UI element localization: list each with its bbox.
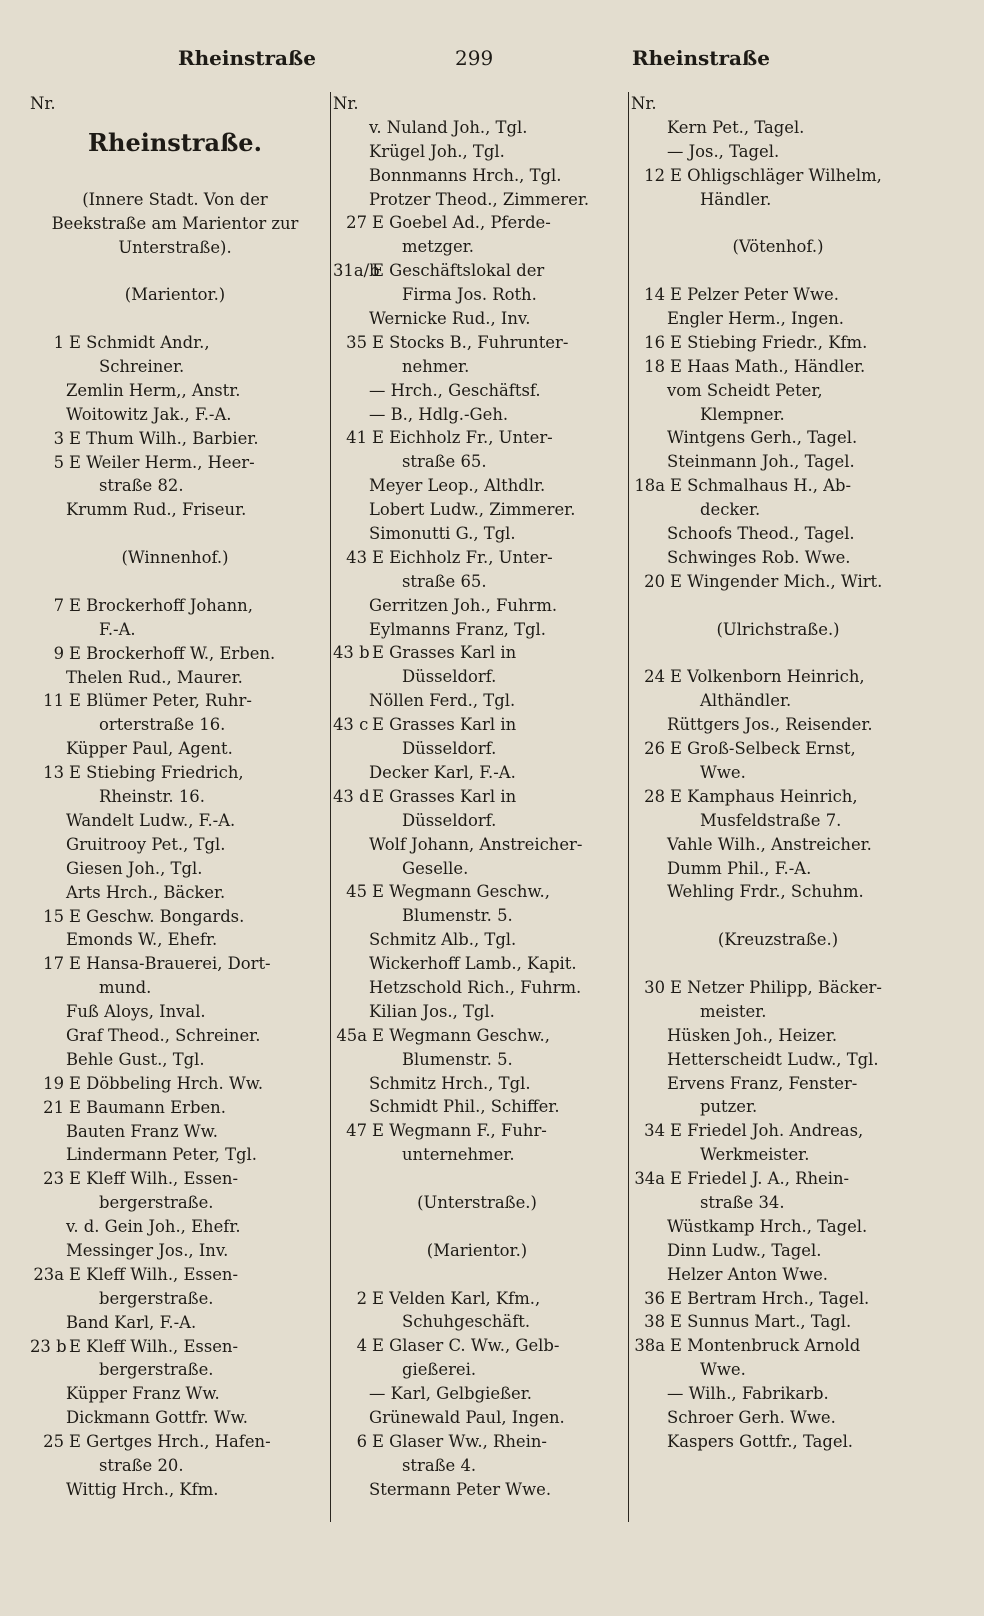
- directory-entry: [30, 1430, 320, 1454]
- entry-text: E Kamphaus Heinrich,: [670, 786, 858, 806]
- house-number: 27: [346, 213, 367, 233]
- resident-entry: Hetzschold Rich., Fuhrm.: [369, 977, 582, 997]
- entry-continuation: Düsseldorf.: [402, 739, 497, 759]
- directory-entry: [333, 641, 621, 665]
- directory-entry: [333, 880, 621, 904]
- house-number: 9: [53, 643, 64, 663]
- entry-text: E Wegmann Geschw.,: [372, 1025, 550, 1045]
- directory-entry: [333, 1334, 621, 1358]
- house-number: 43 b: [333, 643, 370, 663]
- entry-text: E Kleff Wilh., Essen-: [69, 1336, 239, 1356]
- directory-entry: [631, 164, 925, 188]
- spacer: [30, 307, 320, 331]
- house-number: 31a/b: [333, 261, 380, 281]
- resident-entry: Schwinges Rob. Wwe.: [667, 547, 851, 567]
- spacer: [631, 641, 925, 665]
- entry-continuation: Schuhgeschäft.: [402, 1312, 531, 1332]
- house-number: 23: [43, 1169, 64, 1189]
- entry-continuation: Düsseldorf.: [402, 667, 497, 687]
- house-number: 1: [53, 333, 64, 353]
- directory-entry: [30, 952, 320, 976]
- house-number: 13: [43, 763, 64, 783]
- spacer: [333, 1167, 621, 1191]
- house-number: 20: [644, 571, 665, 591]
- directory-entry: [30, 1263, 320, 1287]
- directory-entry: [30, 761, 320, 785]
- spacer: [30, 570, 320, 594]
- house-number: 2: [356, 1288, 367, 1308]
- resident-entry: Wernicke Rud., Inv.: [369, 309, 531, 329]
- entry-text: E Kleff Wilh., Essen-: [69, 1264, 239, 1284]
- resident-entry: — Jos., Tagel.: [667, 141, 780, 161]
- resident-entry: Behle Gust., Tgl.: [66, 1049, 205, 1069]
- directory-entry: [333, 713, 621, 737]
- entry-continuation: unternehmer.: [402, 1145, 515, 1165]
- entry-text: E Velden Karl, Kfm.,: [372, 1288, 541, 1308]
- resident-entry: Wickerhoff Lamb., Kapit.: [369, 954, 577, 974]
- column-2: [330, 92, 621, 1522]
- resident-entry: Schmitz Alb., Tgl.: [369, 930, 517, 950]
- entry-text: E Groß-Selbeck Ernst,: [670, 739, 856, 759]
- spacer: [631, 211, 925, 235]
- entry-continuation: Düsseldorf.: [402, 810, 497, 830]
- resident-entry: Messinger Jos., Inv.: [66, 1240, 229, 1260]
- house-number: 18: [644, 356, 665, 376]
- entry-continuation: straße 65.: [402, 452, 487, 472]
- entry-continuation: straße 65.: [402, 571, 487, 591]
- entry-continuation: bergerstraße.: [99, 1360, 214, 1380]
- entry-continuation: Firma Jos. Roth.: [402, 285, 537, 305]
- entry-text: E Wegmann Geschw.,: [372, 882, 550, 902]
- entry-text: E Ohligschläger Wilhelm,: [670, 165, 882, 185]
- entry-continuation: Händler.: [700, 189, 772, 209]
- house-number: 34: [644, 1121, 665, 1141]
- directory-entry: [30, 331, 320, 355]
- house-number: 15: [43, 906, 64, 926]
- resident-entry: Wandelt Ludw., F.-A.: [66, 810, 236, 830]
- resident-entry: Kilian Jos., Tgl.: [369, 1001, 495, 1021]
- resident-entry: Kaspers Gottfr., Tagel.: [667, 1431, 854, 1451]
- entry-text: E Hansa-Brauerei, Dort-: [69, 954, 271, 974]
- page-number: 299: [455, 46, 494, 70]
- entry-text: E Grasses Karl in: [372, 715, 517, 735]
- directory-entry: [631, 355, 925, 379]
- entry-text: E Brockerhoff W., Erben.: [69, 643, 276, 663]
- page-header: [0, 46, 984, 76]
- resident-entry: Hüsken Joh., Heizer.: [667, 1025, 838, 1045]
- column-nr-label: Nr.: [333, 94, 359, 113]
- entry-continuation: Wwe.: [700, 762, 746, 782]
- house-number: 26: [644, 739, 665, 759]
- resident-entry: Gruitrooy Pet., Tgl.: [66, 834, 226, 854]
- entry-continuation: F.-A.: [99, 619, 136, 639]
- house-number: 30: [644, 977, 665, 997]
- directory-entry: [333, 1119, 621, 1143]
- resident-entry: Thelen Rud., Maurer.: [66, 667, 243, 687]
- entry-text: E Schmidt Andr.,: [69, 333, 210, 353]
- resident-entry: vom Scheidt Peter,: [667, 380, 823, 400]
- entry-text: E Netzer Philipp, Bäcker-: [670, 977, 882, 997]
- entry-continuation: Wwe.: [700, 1360, 746, 1380]
- entry-text: E Sunnus Mart., Tagl.: [670, 1312, 852, 1332]
- directory-entry: [631, 1334, 925, 1358]
- section-note: Beekstraße am Marientor zur: [51, 213, 299, 233]
- entry-continuation: straße 82.: [99, 476, 184, 496]
- directory-entry: [30, 1167, 320, 1191]
- spacer: [333, 1263, 621, 1287]
- section-note: (Innere Stadt. Von der: [82, 189, 268, 209]
- house-number: 36: [644, 1288, 665, 1308]
- resident-entry: Woitowitz Jak., F.-A.: [66, 404, 232, 424]
- spacer: [631, 904, 925, 928]
- section-note: (Kreuzstraße.): [717, 930, 839, 950]
- entry-continuation: straße 34.: [700, 1192, 785, 1212]
- directory-entry: [30, 427, 320, 451]
- house-number: 5: [53, 452, 64, 472]
- section-note: (Marientor.): [426, 1240, 528, 1260]
- house-number: 19: [43, 1073, 64, 1093]
- column-nr-label: Nr.: [30, 94, 56, 113]
- resident-entry: Lindermann Peter, Tgl.: [66, 1145, 257, 1165]
- resident-entry: Vahle Wilh., Anstreicher.: [667, 834, 872, 854]
- spacer: [631, 952, 925, 976]
- resident-entry: Wolf Johann, Anstreicher-: [369, 834, 583, 854]
- resident-entry: — Hrch., Geschäftsf.: [369, 380, 541, 400]
- house-number: 43 d: [333, 786, 370, 806]
- entry-continuation: Musfeldstraße 7.: [700, 810, 842, 830]
- column-nr-label: Nr.: [631, 94, 657, 113]
- column-3: [628, 92, 925, 1522]
- entry-text: E Goebel Ad., Pferde-: [372, 213, 551, 233]
- house-number: 14: [644, 285, 665, 305]
- house-number: 41: [346, 428, 367, 448]
- entry-continuation: mund.: [99, 978, 152, 998]
- directory-entry: [333, 211, 621, 235]
- resident-entry: Lobert Ludw., Zimmerer.: [369, 500, 576, 520]
- directory-entry: [30, 1072, 320, 1096]
- entry-text: E Schmalhaus H., Ab-: [670, 476, 851, 496]
- directory-entry: [30, 642, 320, 666]
- entry-text: E Blümer Peter, Ruhr-: [69, 691, 252, 711]
- entry-text: E Grasses Karl in: [372, 643, 517, 663]
- house-number: 4: [356, 1336, 367, 1356]
- resident-entry: Bauten Franz Ww.: [66, 1121, 218, 1141]
- entry-text: E Döbbeling Hrch. Ww.: [69, 1073, 264, 1093]
- entry-text: E Gertges Hrch., Hafen-: [69, 1432, 271, 1452]
- entry-continuation: orterstraße 16.: [99, 715, 226, 735]
- directory-entry: [631, 1310, 925, 1334]
- entry-text: E Volkenborn Heinrich,: [670, 667, 865, 687]
- entry-text: E Kleff Wilh., Essen-: [69, 1169, 239, 1189]
- resident-entry: Küpper Paul, Agent.: [66, 739, 233, 759]
- resident-entry: Graf Theod., Schreiner.: [66, 1025, 261, 1045]
- directory-entry: [30, 689, 320, 713]
- entry-continuation: Klempner.: [700, 404, 785, 424]
- entry-continuation: Rheinstr. 16.: [99, 787, 205, 807]
- directory-entry: [30, 905, 320, 929]
- entry-text: E Wingender Mich., Wirt.: [670, 571, 883, 591]
- resident-entry: Stermann Peter Wwe.: [369, 1479, 552, 1499]
- spacer: [631, 594, 925, 618]
- resident-entry: Bonnmanns Hrch., Tgl.: [369, 165, 562, 185]
- resident-entry: Helzer Anton Wwe.: [667, 1264, 829, 1284]
- entry-text: E Wegmann F., Fuhr-: [372, 1121, 547, 1141]
- entry-text: E Montenbruck Arnold: [670, 1336, 861, 1356]
- resident-entry: Eylmanns Franz, Tgl.: [369, 619, 546, 639]
- resident-entry: Wintgens Gerh., Tagel.: [667, 428, 858, 448]
- entry-continuation: meister.: [700, 1001, 767, 1021]
- entry-text: E Glaser C. Ww., Gelb-: [372, 1336, 560, 1356]
- spacer: [30, 522, 320, 546]
- entry-text: E Grasses Karl in: [372, 786, 517, 806]
- resident-entry: Wehling Frdr., Schuhm.: [667, 882, 864, 902]
- house-number: 24: [644, 667, 665, 687]
- resident-entry: Kern Pet., Tagel.: [667, 117, 805, 137]
- house-number: 23a: [33, 1264, 64, 1284]
- directory-entry: [631, 737, 925, 761]
- house-number: 45: [346, 882, 367, 902]
- entry-text: E Stiebing Friedrich,: [69, 763, 244, 783]
- resident-entry: Engler Herm., Ingen.: [667, 309, 844, 329]
- entry-text: E Stocks B., Fuhrunter-: [372, 332, 569, 352]
- resident-entry: Hetterscheidt Ludw., Tgl.: [667, 1049, 879, 1069]
- directory-entry: [631, 785, 925, 809]
- directory-entry: [333, 546, 621, 570]
- resident-entry: Meyer Leop., Althdlr.: [369, 476, 546, 496]
- entry-continuation: straße 20.: [99, 1455, 184, 1475]
- house-number: 25: [43, 1432, 64, 1452]
- directory-entry: [333, 426, 621, 450]
- resident-entry: Nöllen Ferd., Tgl.: [369, 691, 516, 711]
- column-1: [30, 92, 320, 1522]
- entry-text: E Eichholz Fr., Unter-: [372, 428, 553, 448]
- entry-continuation: Althändler.: [700, 691, 792, 711]
- resident-entry: Emonds W., Ehefr.: [66, 930, 218, 950]
- directory-entry: [30, 594, 320, 618]
- resident-entry: Giesen Joh., Tgl.: [66, 858, 203, 878]
- entry-continuation: nehmer.: [402, 356, 470, 376]
- resident-entry: Schmidt Phil., Schiffer.: [369, 1097, 560, 1117]
- entry-text: E Weiler Herm., Heer-: [69, 452, 255, 472]
- directory-entry: [333, 259, 621, 283]
- entry-continuation: gießerei.: [402, 1360, 477, 1380]
- entry-continuation: bergerstraße.: [99, 1288, 214, 1308]
- section-note: (Winnenhof.): [121, 548, 229, 568]
- entry-continuation: decker.: [700, 500, 761, 520]
- resident-entry: Schmitz Hrch., Tgl.: [369, 1073, 531, 1093]
- entry-continuation: Werkmeister.: [700, 1145, 810, 1165]
- resident-entry: Simonutti G., Tgl.: [369, 524, 516, 544]
- entry-continuation: putzer.: [700, 1097, 758, 1117]
- resident-entry: Krumm Rud., Friseur.: [66, 500, 247, 520]
- resident-entry: Küpper Franz Ww.: [66, 1384, 220, 1404]
- entry-text: E Pelzer Peter Wwe.: [670, 285, 839, 305]
- house-number: 11: [43, 691, 64, 711]
- resident-entry: Dinn Ludw., Tagel.: [667, 1240, 822, 1260]
- section-note: (Unterstraße.): [417, 1192, 537, 1212]
- resident-entry: Arts Hrch., Bäcker.: [66, 882, 226, 902]
- resident-entry: — Karl, Gelbgießer.: [369, 1384, 532, 1404]
- entry-continuation: bergerstraße.: [99, 1193, 214, 1213]
- directory-entry: [631, 1119, 925, 1143]
- entry-text: E Bertram Hrch., Tagel.: [670, 1288, 870, 1308]
- resident-entry: Rüttgers Jos., Reisender.: [667, 715, 873, 735]
- entry-continuation: metzger.: [402, 237, 474, 257]
- resident-entry: Wittig Hrch., Kfm.: [66, 1479, 219, 1499]
- directory-entry: [30, 1335, 320, 1359]
- resident-entry: Steinmann Joh., Tagel.: [667, 452, 855, 472]
- entry-text: E Thum Wilh., Barbier.: [69, 428, 259, 448]
- directory-entry: [631, 570, 925, 594]
- house-number: 28: [644, 786, 665, 806]
- house-number: 18a: [634, 476, 665, 496]
- resident-entry: Schroer Gerh. Wwe.: [667, 1407, 836, 1427]
- entry-text: E Eichholz Fr., Unter-: [372, 547, 553, 567]
- resident-entry: Dumm Phil., F.-A.: [667, 858, 812, 878]
- resident-entry: Krügel Joh., Tgl.: [369, 141, 505, 161]
- spacer: [631, 259, 925, 283]
- entry-continuation: Blumenstr. 5.: [402, 1049, 513, 1069]
- directory-entry: [333, 331, 621, 355]
- running-head-left: Rheinstraße: [178, 46, 316, 70]
- entry-text: E Stiebing Friedr., Kfm.: [670, 332, 868, 352]
- house-number: 23 b: [30, 1336, 67, 1356]
- spacer: [30, 259, 320, 283]
- entry-continuation: Blumenstr. 5.: [402, 906, 513, 926]
- resident-entry: Zemlin Herm,, Anstr.: [66, 380, 241, 400]
- entry-continuation: straße 4.: [402, 1455, 477, 1475]
- house-number: 38a: [634, 1336, 665, 1356]
- house-number: 38: [644, 1312, 665, 1332]
- entry-text: E Geschw. Bongards.: [69, 906, 245, 926]
- directory-entry: [631, 283, 925, 307]
- resident-entry: Fuß Aloys, Inval.: [66, 1002, 206, 1022]
- resident-entry: Schoofs Theod., Tagel.: [667, 524, 855, 544]
- house-number: 43: [346, 547, 367, 567]
- house-number: 21: [43, 1097, 64, 1117]
- directory-entry: [333, 1430, 621, 1454]
- directory-entry: [333, 785, 621, 809]
- resident-entry: Dickmann Gottfr. Ww.: [66, 1408, 248, 1428]
- entry-text: E Haas Math., Händler.: [670, 356, 866, 376]
- running-head-right: Rheinstraße: [632, 46, 770, 70]
- spacer: [30, 164, 320, 188]
- resident-entry: Wüstkamp Hrch., Tagel.: [667, 1216, 868, 1236]
- resident-entry: Decker Karl, F.-A.: [369, 762, 516, 782]
- directory-entry: [631, 1167, 925, 1191]
- house-number: 12: [644, 165, 665, 185]
- resident-entry: Ervens Franz, Fenster-: [667, 1073, 858, 1093]
- entry-continuation: Schreiner.: [99, 357, 185, 377]
- resident-entry: Gerritzen Joh., Fuhrm.: [369, 595, 558, 615]
- resident-entry: — Wilh., Fabrikarb.: [667, 1384, 829, 1404]
- resident-entry: — B., Hdlg.-Geh.: [369, 404, 509, 424]
- directory-entry: [631, 1287, 925, 1311]
- house-number: 16: [644, 332, 665, 352]
- directory-entry: [333, 1024, 621, 1048]
- directory-entry: [30, 451, 320, 475]
- resident-entry: v. d. Gein Joh., Ehefr.: [66, 1217, 241, 1237]
- section-note: (Vötenhof.): [732, 237, 824, 257]
- house-number: 47: [346, 1121, 367, 1141]
- entry-text: E Brockerhoff Johann,: [69, 595, 253, 615]
- resident-entry: v. Nuland Joh., Tgl.: [369, 117, 528, 137]
- entry-text: E Glaser Ww., Rhein-: [372, 1431, 547, 1451]
- resident-entry: Band Karl, F.-A.: [66, 1312, 197, 1332]
- directory-entry: [631, 665, 925, 689]
- directory-entry: [30, 1096, 320, 1120]
- section-note: (Ulrichstraße.): [716, 619, 840, 639]
- spacer: [333, 1215, 621, 1239]
- section-note: (Marientor.): [124, 285, 226, 305]
- section-note: Unterstraße).: [118, 237, 232, 257]
- house-number: 6: [356, 1431, 367, 1451]
- resident-entry: Grünewald Paul, Ingen.: [369, 1407, 565, 1427]
- entry-continuation: Geselle.: [402, 858, 469, 878]
- entry-text: E Baumann Erben.: [69, 1097, 226, 1117]
- house-number: 45a: [336, 1025, 367, 1045]
- directory-entry: [333, 1287, 621, 1311]
- house-number: 7: [53, 595, 64, 615]
- house-number: 34a: [634, 1169, 665, 1189]
- directory-entry: [631, 976, 925, 1000]
- house-number: 43 c: [333, 715, 369, 735]
- house-number: 3: [53, 428, 64, 448]
- resident-entry: Protzer Theod., Zimmerer.: [369, 189, 590, 209]
- house-number: 35: [346, 332, 367, 352]
- directory-entry: [631, 474, 925, 498]
- section-title: Rheinstraße.: [88, 127, 262, 157]
- directory-entry: [631, 331, 925, 355]
- house-number: 17: [43, 954, 64, 974]
- entry-text: E Friedel J. A., Rhein-: [670, 1169, 850, 1189]
- entry-text: E Geschäftslokal der: [372, 261, 545, 281]
- entry-text: E Friedel Joh. Andreas,: [670, 1121, 864, 1141]
